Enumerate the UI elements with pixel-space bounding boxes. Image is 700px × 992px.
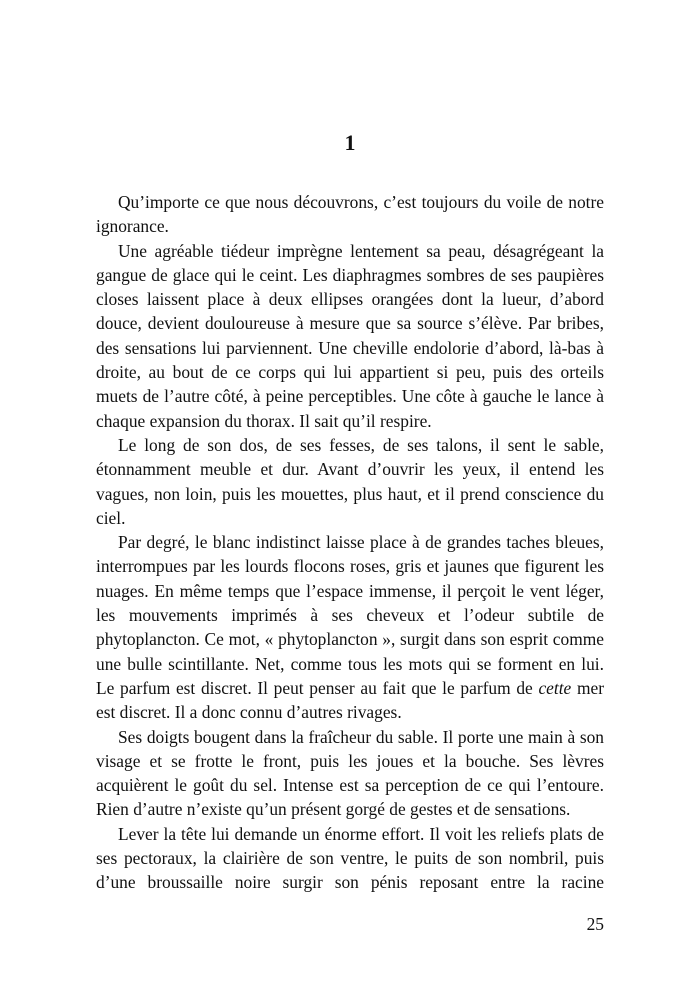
paragraph xyxy=(96,822,604,895)
paragraph xyxy=(96,725,604,822)
paragraph-text: Qu’importe ce que nous découvrons, c’est toujours du voile de notre ignorance. xyxy=(96,192,604,237)
page-number: 25 xyxy=(586,914,604,934)
paragraph-text: Lever la tête lui demande un énorme effort. Il voit les reliefs plats de ses pectoraux, la clairière de son ventre, le puits de son nombril, puis d’une broussaille noire surgir son pénis reposant entre la racine xyxy=(96,823,604,893)
paragraph xyxy=(96,239,604,433)
paragraph xyxy=(96,530,604,724)
paragraph-text: Le long de son dos, de ses fesses, de ses talons, il sent le sable, étonnamment meuble et dur. Avant d’ouvrir les yeux, il entend les vagues, non loin, puis les mouettes, plus haut, et il prend conscience du ciel. xyxy=(96,434,604,528)
paragraph-text: Une agréable tiédeur imprègne lentement sa peau, désagrégeant la gangue de glace qui le ceint. Les diaphragmes sombres de ses paupières closes laissent place à deux ellipses orangées dont la lueur, d’abord douce, devient douloureuse à mesure que sa source s’élève. Par bribes, des sensations lui parviennent. Une cheville endolorie d’abord, là-bas à droite, au bout de ce corps qui lui appartient si peu, puis des orteils muets de l’autre côté, à peine perceptibles. Une côte à gauche le lance à chaque expansion du thorax. Il sait qu’il respire. xyxy=(96,240,604,431)
emphasized-word: cette xyxy=(538,677,572,698)
body-text xyxy=(96,190,604,895)
paragraph-text: Par degré, le blanc indistinct laisse place à de grandes taches bleues, interrompues par les lourds flocons roses, gris et jaunes que figurent les nuages. En même temps que l’espace immense, il perçoit le vent léger, les mouvements imprimés à ses cheveux et l’odeur subtile de phytoplancton. Ce mot, « phytoplancton », surgit dans son esprit comme une bulle scintillante. Net, comme tous les mots qui se forment en lui. Le parfum est discret. Il peut penser au fait que le parfum de xyxy=(96,532,604,698)
paragraph xyxy=(96,190,604,239)
paragraph xyxy=(96,433,604,530)
paragraph-text: Ses doigts bougent dans la fraîcheur du sable. Il porte une main à son visage et se frotte le front, puis les joues et la bouche. Ses lèvres acquièrent le goût du sel. Intense est sa perception de ce qui l’entoure. Rien d’autre n’existe qu’un présent gorgé de gestes et de sensations. xyxy=(96,726,604,820)
chapter-number: 1 xyxy=(344,130,356,155)
paragraph-text-continued: mer est discret. Il a donc connu d’autres rivages. xyxy=(96,677,604,723)
